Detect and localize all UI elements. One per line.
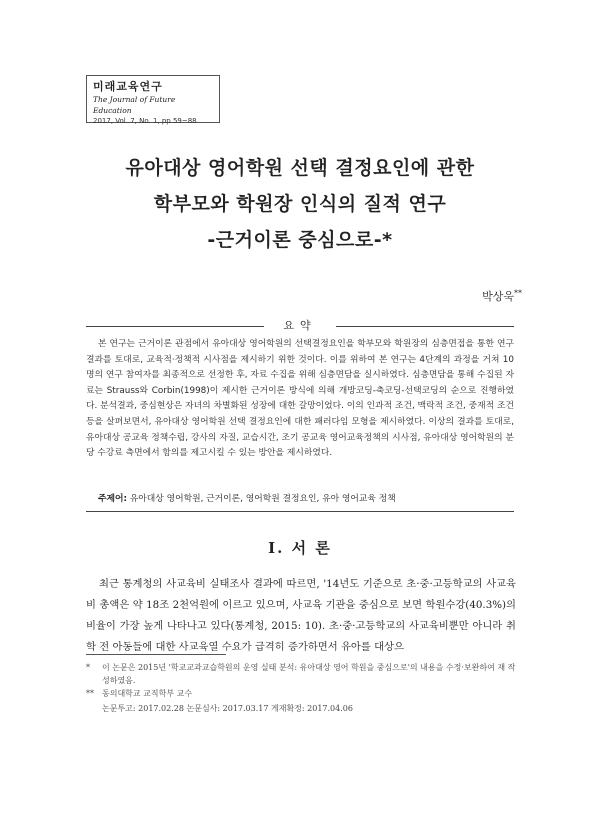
section-title: I. 서 론 xyxy=(268,539,332,557)
footnote-2-text: 동의대학교 교직학부 교수 xyxy=(102,689,193,698)
journal-volume: 2017, Vol. 7, No. 1, pp 59~88 xyxy=(93,117,197,125)
keywords-list: 유아대상 영어학원, 근거이론, 영어학원 결정요인, 유아 영어교육 정책 xyxy=(129,494,396,504)
title-line-1: 유아대상 영어학원 선택 결정요인에 관한 xyxy=(125,157,475,179)
keywords xyxy=(98,491,396,504)
abstract-label: 요약 xyxy=(283,319,317,332)
paper-title xyxy=(0,150,600,258)
footnote-2 xyxy=(86,687,516,700)
abstract-bottom-rule xyxy=(86,511,514,512)
abstract-text: 본 연구는 근거이론 관점에서 유아대상 영어학원의 선택결정요인을 학부모와 학원장의 심층면접을 통한 연구결과를 토대로, 교육적·정책적 시사점을 제시하기 위한 것이다. 이를 위하여 본 연구는 4단계의 과정을 거쳐 10명의 연구 참여자를 최종적으로 선정한 후, 자료 수집을 위해 심층면담을 실시하였다. 심층면담을 통해 수집된 자료는 Strauss와 Corbin(1998)이 제시한 근거이론 방식에 의해 개방코딩-축코딩-선택코딩의 순으로 진행하였다. 분석결과, 중심현상은 자녀의 차별화된 성장에 대한 갈망이었다. 이의 인과적 조건, 맥락적 조건, 중재적 조건 등을 살펴보면서, 유아대상 영어학원 선택 결정요인에 대한 패러다임 모형을 제시하였다. 이상의 결과를 토대로, 유아대상 공교육 정책수립, 강사의 자질, 교습시간, 조기 공교육 영어교육정책의 시사점, 유아대상 영어학원의 분당 수강료 측면에서 함의를 제고시킬 수 있는 방안을 제시하였다. xyxy=(86,339,514,459)
body-paragraph: 최근 통계청의 사교육비 실태조사 결과에 따르면, '14년도 기준으로 초·중·고등학교의 사교육비 총액은 약 18조 2천억원에 이르고 있으며, 사교육 기관을 중심으로 보면 학원수강(40.3%)의 비율이 가장 높게 나타나고 있다(통계청, 2015: 10). 초·중·고등학교의 사교육비뿐만 아니라 취학 전 아동들에 대한 사교육열 수요가 급격히 증가하면서 유아를 대상으 xyxy=(86,578,516,653)
author-mark: ** xyxy=(514,288,522,298)
title-line-3: -근거이론 중심으로-* xyxy=(207,229,393,251)
author xyxy=(482,288,522,304)
journal-info-box xyxy=(86,75,220,123)
footnotes xyxy=(86,661,516,715)
footnote-1 xyxy=(86,661,516,687)
footnote-1-text: 이 논문은 2015년 '학교교과교습학원의 운영 실태 분석: 유아대상 영어 학원을 중심으로'의 내용을 수정·보완하여 재 작성하였음. xyxy=(102,663,516,685)
abstract-heading xyxy=(86,318,514,334)
abstract-rule-right xyxy=(336,326,514,327)
footnote-1-mark: * xyxy=(86,663,90,672)
journal-english-name: The Journal of Future Education xyxy=(93,95,176,115)
author-name: 박상욱 xyxy=(482,290,514,303)
keywords-label: 주제어: xyxy=(98,494,128,504)
submission-dates: 논문투고: 2017.02.28 논문심사: 2017.03.17 게재확정: 2017.04.06 xyxy=(102,704,353,713)
title-line-2: 학부모와 학원장 인식의 질적 연구 xyxy=(153,193,447,215)
journal-name: 미래교육연구 xyxy=(93,80,163,93)
footnote-2-mark: ** xyxy=(86,689,94,698)
footnote-rule xyxy=(86,654,226,655)
